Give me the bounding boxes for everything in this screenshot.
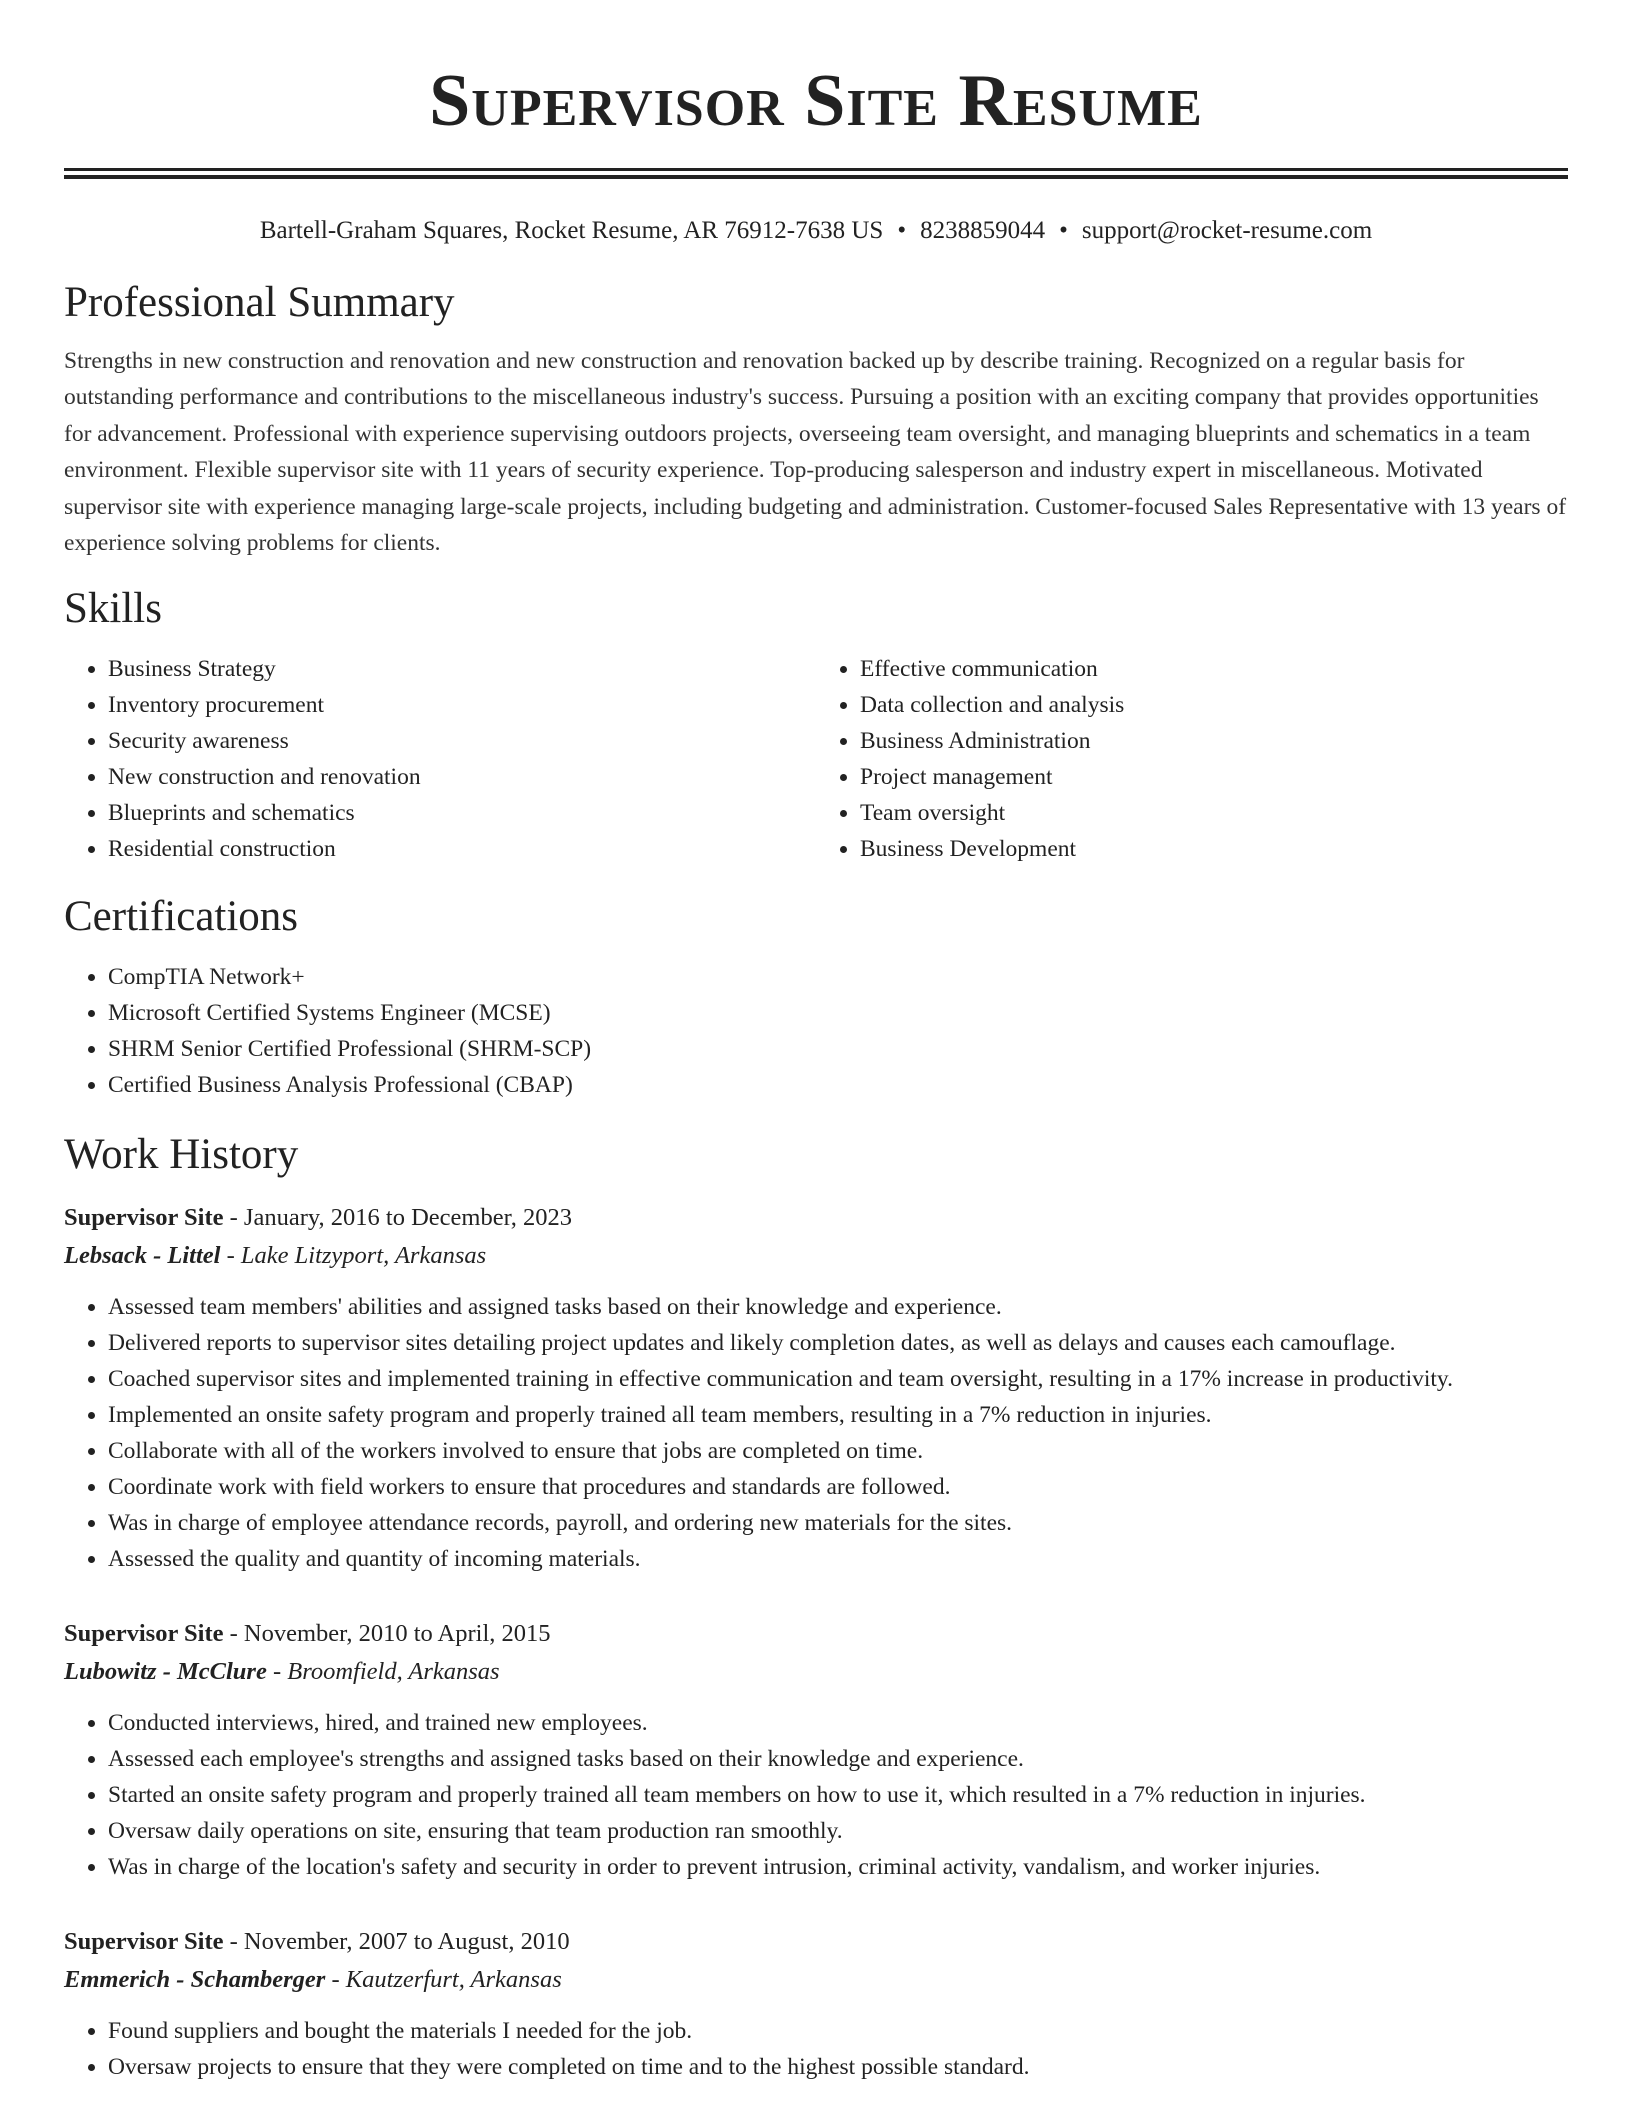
contact-separator: • xyxy=(897,217,907,244)
job-location: - Kautzerfurt, Arkansas xyxy=(325,1966,562,1994)
title-divider xyxy=(64,168,1568,179)
job-title-line xyxy=(64,1199,1568,1237)
job-duty: • Assessed the quality and quantity of incoming materials. xyxy=(108,1541,1568,1577)
job-duty: • Coached supervisor sites and implemented training in effective communication and team oversight, resulting in a 17% increase in productivity. xyxy=(108,1361,1568,1397)
work-history-heading: Work History xyxy=(64,1131,299,1179)
skill-item: • Team oversight xyxy=(860,795,1568,831)
job-entry xyxy=(64,1923,1568,2085)
skills-grid xyxy=(64,651,1568,867)
job-location: - Broomfield, Arkansas xyxy=(266,1658,500,1686)
job-duties-list xyxy=(64,2013,1568,2085)
job-title: Supervisor Site xyxy=(64,1620,224,1648)
skill-item: • Security awareness xyxy=(108,723,816,759)
contact-address: Bartell-Graham Squares, Rocket Resume, AR 76912-7638 US xyxy=(259,217,884,244)
job-location: - Lake Litzyport, Arkansas xyxy=(220,1242,487,1270)
summary-text: Strengths in new construction and renovation and new construction and renovation backed up by describe training. Recognized on a regular basis for outstanding performance and contributions to the miscellaneous industry's success. Pursuing a position with an exciting company that provides opportunities for advancement. Professional with experience supervising outdoors projects, overseeing team oversight, and managing blueprints and schematics in a team environment. Flexible supervisor site with 11 years of security experience. Top-producing salesperson and industry expert in miscellaneous. Motivated supervisor site with experience managing large-scale projects, including budgeting and administration. Customer-focused Sales Representative with 13 years of experience solving problems for clients. xyxy=(64,348,1567,557)
job-title: Supervisor Site xyxy=(64,1928,224,1956)
skills-left-column xyxy=(64,651,816,867)
job-duty: • Collaborate with all of the workers involved to ensure that jobs are completed on time. xyxy=(108,1433,1568,1469)
contact-separator: • xyxy=(1059,217,1068,244)
job-duty: • Started an onsite safety program and properly trained all team members on how to use it, which resulted in a 7% reduction in injuries. xyxy=(108,1777,1568,1813)
job-duty: • Was in charge of the location's safety and security in order to prevent intrusion, criminal activity, vandalism, and worker injuries. xyxy=(108,1849,1568,1885)
job-company: Lubowitz - McClure xyxy=(64,1658,267,1686)
resume-title: Supervisor Site Resume xyxy=(429,60,1203,142)
summary-heading: Professional Summary xyxy=(64,279,455,326)
job-company-line xyxy=(64,1237,1568,1275)
skill-item: • Residential construction xyxy=(108,831,816,867)
skills-heading: Skills xyxy=(64,585,162,633)
contact-line xyxy=(64,215,1568,247)
job-duty: • Found suppliers and bought the materials I needed for the job. xyxy=(108,2013,1568,2049)
job-duty: • Assessed each employee's strengths and assigned tasks based on their knowledge and experience. xyxy=(108,1741,1568,1777)
job-dates: - November, 2007 to August, 2010 xyxy=(223,1928,570,1956)
job-company-line xyxy=(64,1961,1568,1999)
skill-item: • New construction and renovation xyxy=(108,759,816,795)
job-duty: • Assessed team members' abilities and assigned tasks based on their knowledge and experience. xyxy=(108,1289,1568,1325)
skill-item: • Blueprints and schematics xyxy=(108,795,816,831)
skills-right-column xyxy=(816,651,1568,867)
job-duty: • Oversaw projects to ensure that they were completed on time and to the highest possible standard. xyxy=(108,2049,1568,2085)
skill-item: • Business Development xyxy=(860,831,1568,867)
skill-item: • Inventory procurement xyxy=(108,687,816,723)
job-duty: • Conducted interviews, hired, and trained new employees. xyxy=(108,1705,1568,1741)
skill-item: • Business Administration xyxy=(860,723,1568,759)
job-dates: - January, 2016 to December, 2023 xyxy=(223,1204,572,1232)
job-company-line xyxy=(64,1653,1568,1691)
certification-item: • Microsoft Certified Systems Engineer (MCSE) xyxy=(108,995,1568,1031)
job-duty: • Coordinate work with field workers to ensure that procedures and standards are followed. xyxy=(108,1469,1568,1505)
job-duties-list xyxy=(64,1705,1568,1885)
job-duty: • Implemented an onsite safety program and properly trained all team members, resulting in a 7% reduction in injuries. xyxy=(108,1397,1568,1433)
skill-item: • Effective communication xyxy=(860,651,1568,687)
job-title-line xyxy=(64,1923,1568,1961)
contact-email: support@rocket-resume.com xyxy=(1081,217,1373,244)
job-duties-list xyxy=(64,1289,1568,1577)
skill-item: • Data collection and analysis xyxy=(860,687,1568,723)
job-company: Lebsack - Littel xyxy=(64,1242,221,1270)
contact-phone: 8238859044 xyxy=(920,217,1046,244)
certification-item: • CompTIA Network+ xyxy=(108,959,1568,995)
job-duty: • Delivered reports to supervisor sites detailing project updates and likely completion dates, as well as delays and causes each camouflage. xyxy=(108,1325,1568,1361)
certifications-list xyxy=(64,959,1568,1103)
certification-item: • SHRM Senior Certified Professional (SHRM-SCP) xyxy=(108,1031,1568,1067)
job-title-line xyxy=(64,1615,1568,1653)
certification-item: • Certified Business Analysis Professional (CBAP) xyxy=(108,1067,1568,1103)
job-duty: • Oversaw daily operations on site, ensuring that team production ran smoothly. xyxy=(108,1813,1568,1849)
skill-item: • Business Strategy xyxy=(108,651,816,687)
job-title: Supervisor Site xyxy=(64,1204,224,1232)
job-entry xyxy=(64,1615,1568,1885)
certifications-heading: Certifications xyxy=(64,893,299,941)
job-duty: • Was in charge of employee attendance records, payroll, and ordering new materials for the sites. xyxy=(108,1505,1568,1541)
job-company: Emmerich - Schamberger xyxy=(64,1966,326,1994)
skill-item: • Project management xyxy=(860,759,1568,795)
job-dates: - November, 2010 to April, 2015 xyxy=(223,1620,551,1648)
job-entry xyxy=(64,1199,1568,1577)
